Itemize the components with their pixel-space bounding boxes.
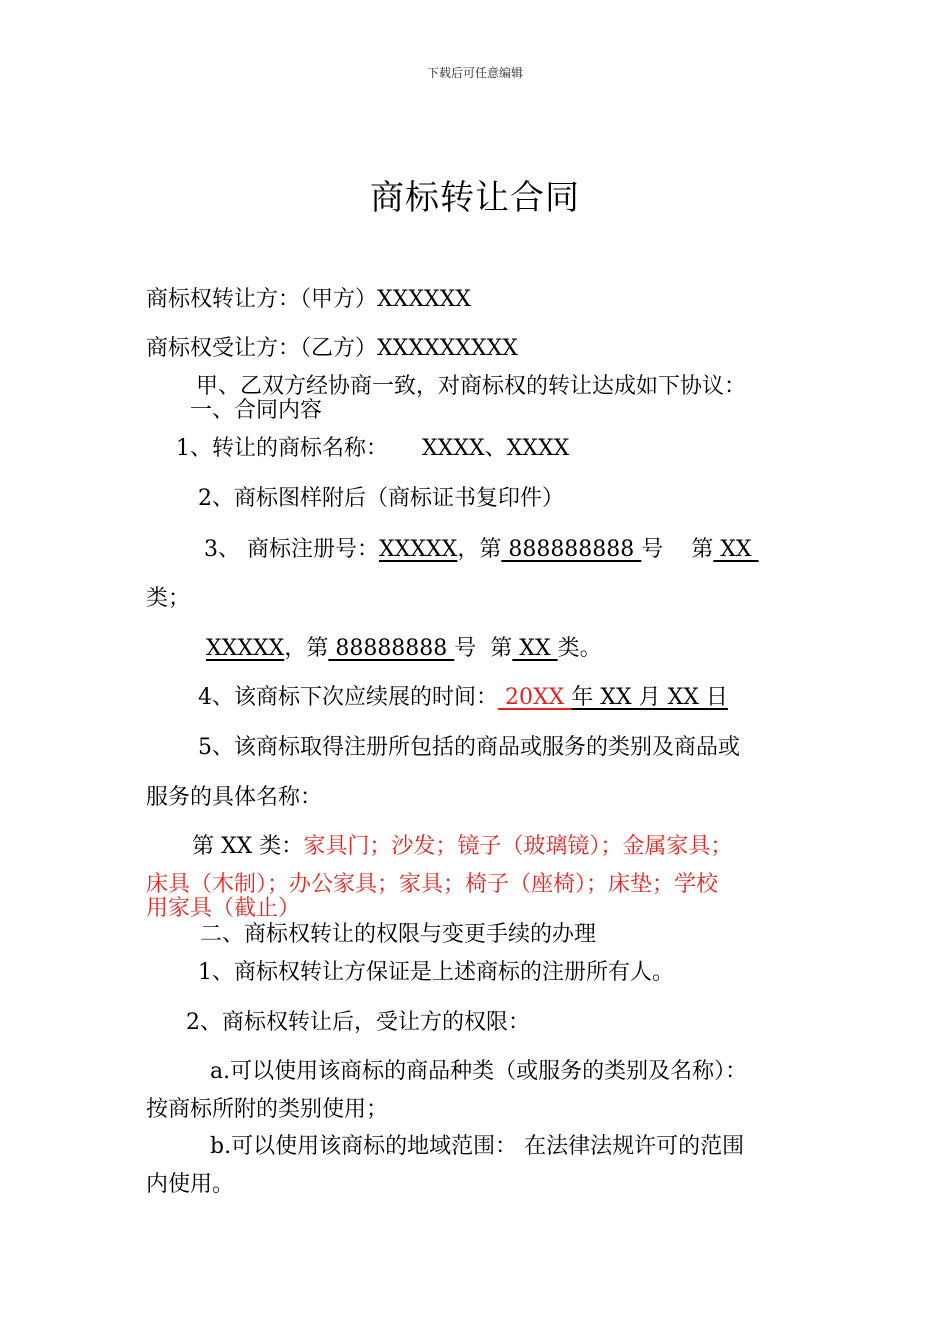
item2-line: 2、商标图样附后（商标证书复印件） <box>198 486 564 511</box>
party-a-line: 商标权转让方：（甲方）XXXXXX <box>146 287 471 312</box>
item4-date-rest: 年 XX 月 XX 日 <box>571 685 728 710</box>
item3-hao: 号 第 <box>641 537 714 562</box>
item5-line1: 5、该商标取得注册所包括的商品或服务的类别及商品或 <box>198 735 740 760</box>
section1-heading: 一、合同内容 <box>190 398 323 423</box>
item3-prefix: 3、 商标注册号： <box>204 537 379 562</box>
item4-year: 20XX <box>498 685 572 710</box>
item3-sep: ，第 <box>457 537 502 562</box>
item3-num-b: 88888888 <box>328 636 455 661</box>
item3-reg-a: XXXXX <box>379 537 458 562</box>
item3-line <box>204 537 759 563</box>
section2-heading: 二、商标权转让的权限与变更手续的办理 <box>200 922 597 947</box>
item3-class-tail: 类； <box>146 586 191 611</box>
s2-a-line2: 按商标所附的类别使用； <box>146 1097 389 1122</box>
party-b-line: 商标权受让方：（乙方）XXXXXXXXX <box>146 336 518 361</box>
item4-label: 4、该商标下次应续展的时间： <box>198 685 498 710</box>
item5-line2: 服务的具体名称： <box>146 785 323 810</box>
s2-b-line2: 内使用。 <box>146 1172 235 1197</box>
goods-list-1: 家具门；沙发；镜子（玻璃镜）；金属家具； <box>303 834 733 859</box>
item3-class-a: XX <box>713 537 759 562</box>
s2-item1: 1、商标权转让方保证是上述商标的注册所有人。 <box>198 960 674 985</box>
page-title: 商标转让合同 <box>370 178 580 218</box>
item1-value: XXXX、XXXX <box>422 436 570 461</box>
item3-num-a: 888888888 <box>501 537 642 562</box>
header-note: 下载后可任意编辑 <box>426 66 523 80</box>
item1-line <box>176 436 569 462</box>
item3-hao-b: 号 第 <box>454 636 513 661</box>
goods-line3: 用家具（截止） <box>146 896 301 921</box>
s2-item2: 2、商标权转让后，受让方的权限： <box>186 1010 530 1035</box>
goods-prefix: 第 XX 类： <box>192 834 304 859</box>
s2-a-line1: a.可以使用该商标的商品种类（或服务的类别及名称）： <box>210 1059 748 1084</box>
item3-reg-b: XXXXX <box>206 636 285 661</box>
item4-line <box>198 685 728 711</box>
item3-class-b: XX <box>512 636 558 661</box>
preamble: 甲、乙双方经协商一致，对商标权的转让达成如下协议： <box>196 374 747 399</box>
item1-label: 1、转让的商标名称： <box>176 436 388 461</box>
item3-class-tail-b: 类。 <box>557 636 602 661</box>
goods-line2: 床具（木制）；办公家具；家具；椅子（座椅）；床垫；学校 <box>146 872 719 897</box>
item3-line2 <box>206 636 602 662</box>
goods-line1 <box>192 834 732 860</box>
item3-sep-b: ，第 <box>284 636 329 661</box>
s2-b-line1: b.可以使用该商标的地域范围： 在法律法规许可的范围 <box>210 1134 745 1159</box>
